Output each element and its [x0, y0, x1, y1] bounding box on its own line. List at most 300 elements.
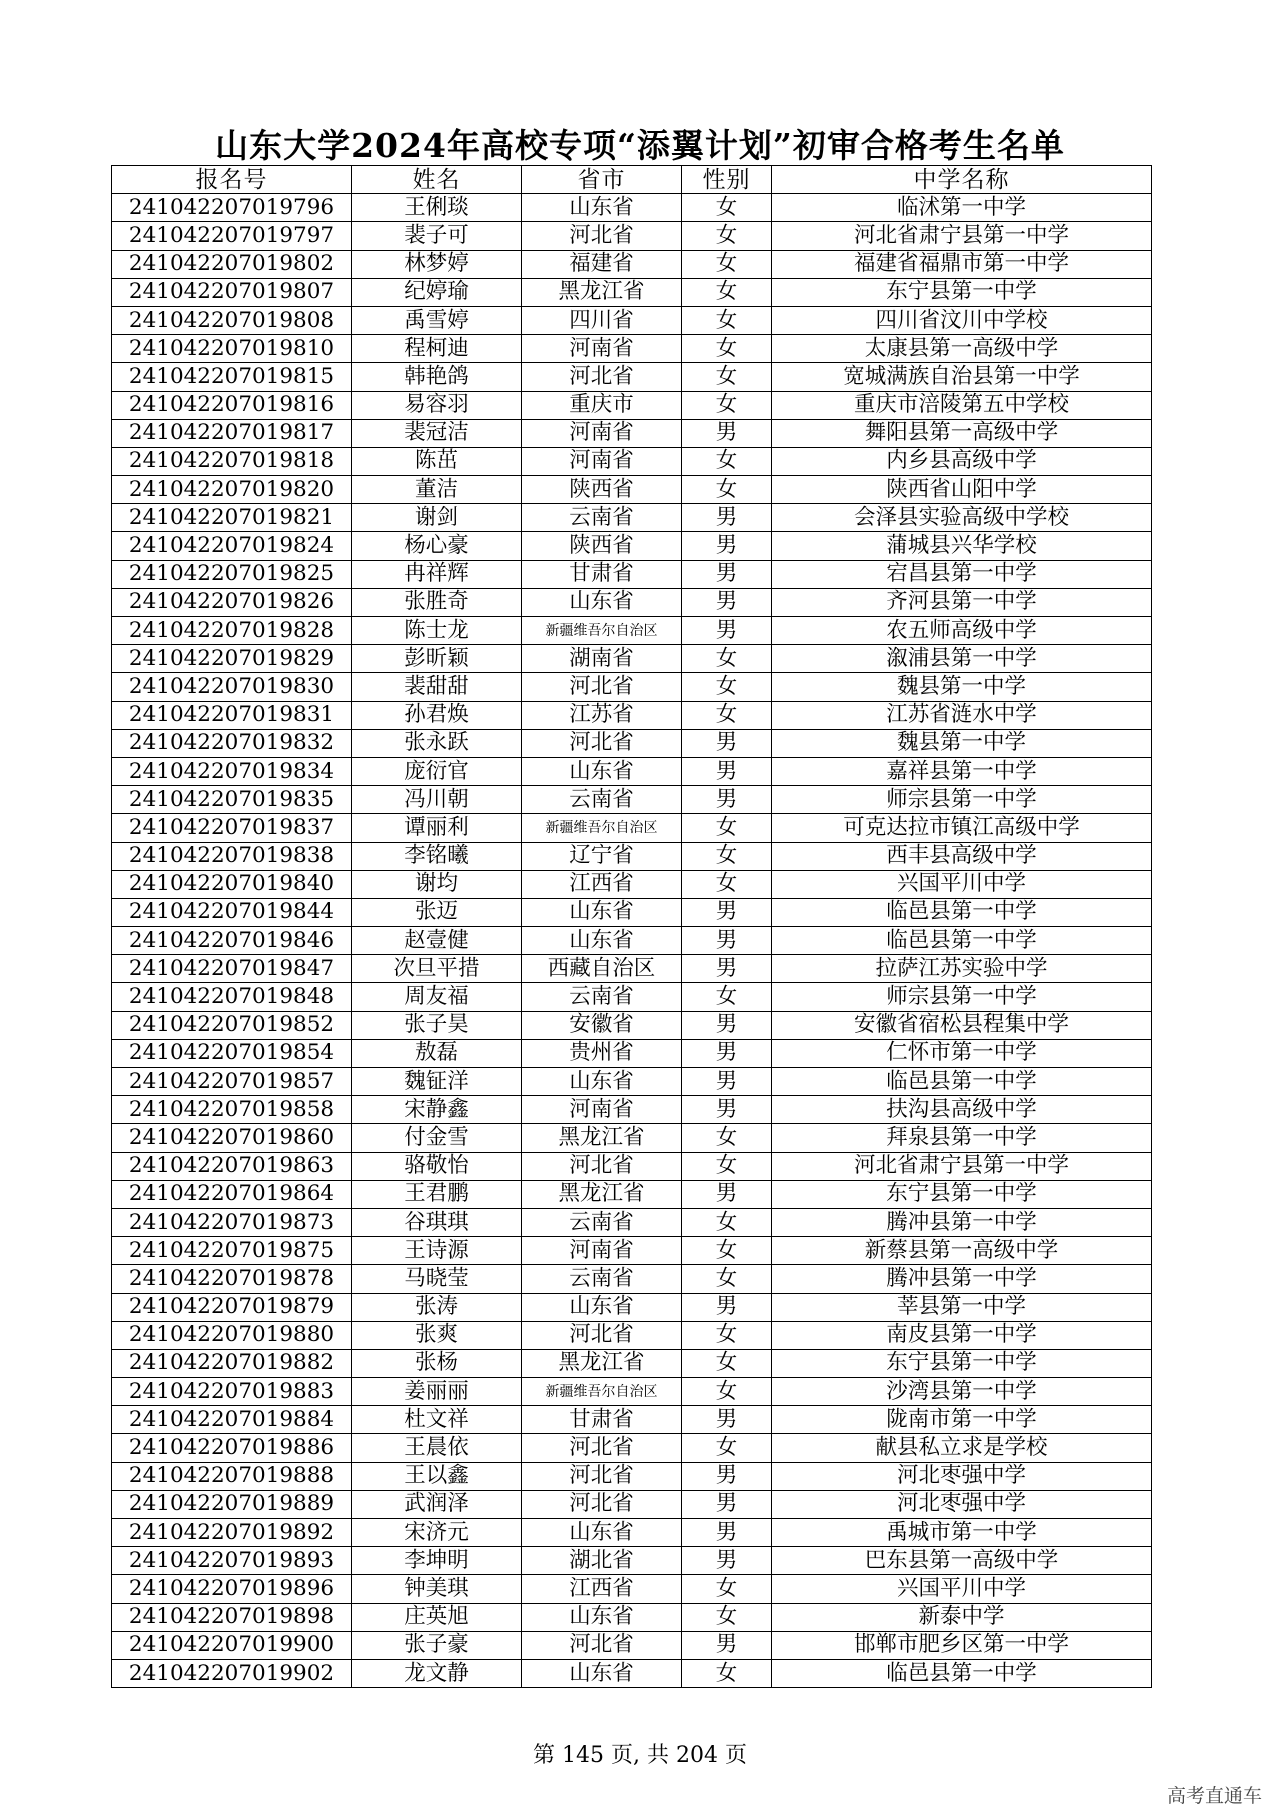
- cell-school: 拜泉县第一中学: [772, 1124, 1152, 1152]
- cell-name: 张爽: [352, 1321, 522, 1349]
- cell-registration-no: 241042207019825: [112, 560, 352, 588]
- cell-registration-no: 241042207019815: [112, 363, 352, 391]
- cell-gender: 女: [682, 278, 772, 306]
- cell-school: 拉萨江苏实验中学: [772, 955, 1152, 983]
- cell-name: 冯川朝: [352, 786, 522, 814]
- cell-registration-no: 241042207019902: [112, 1659, 352, 1687]
- cell-name: 裴子可: [352, 222, 522, 250]
- table-row: [112, 617, 1152, 645]
- column-header-school: 中学名称: [772, 166, 1152, 194]
- cell-province: 云南省: [522, 786, 682, 814]
- cell-registration-no: 241042207019818: [112, 447, 352, 475]
- cell-gender: 男: [682, 532, 772, 560]
- cell-gender: 男: [682, 757, 772, 785]
- cell-registration-no: 241042207019796: [112, 194, 352, 222]
- table-row: [112, 1603, 1152, 1631]
- cell-school: 禹城市第一中学: [772, 1519, 1152, 1547]
- cell-province: 河北省: [522, 1490, 682, 1518]
- table-row: [112, 1011, 1152, 1039]
- cell-gender: 女: [682, 1349, 772, 1377]
- cell-school: 腾冲县第一中学: [772, 1208, 1152, 1236]
- cell-name: 张杨: [352, 1349, 522, 1377]
- cell-province: 河北省: [522, 673, 682, 701]
- table-row: [112, 419, 1152, 447]
- cell-gender: 男: [682, 588, 772, 616]
- cell-name: 陈茁: [352, 447, 522, 475]
- cell-province: 河北省: [522, 1434, 682, 1462]
- cell-gender: 女: [682, 1208, 772, 1236]
- cell-school: 兴国平川中学: [772, 870, 1152, 898]
- cell-province: 山东省: [522, 1659, 682, 1687]
- cell-school: 莘县第一中学: [772, 1293, 1152, 1321]
- cell-gender: 女: [682, 1321, 772, 1349]
- cell-province: 云南省: [522, 1265, 682, 1293]
- cell-gender: 女: [682, 1575, 772, 1603]
- cell-province: 甘肃省: [522, 560, 682, 588]
- cell-school: 溆浦县第一中学: [772, 645, 1152, 673]
- cell-name: 韩艳鸽: [352, 363, 522, 391]
- page-number: 第 145 页, 共 204 页: [533, 1743, 747, 1768]
- cell-name: 杨心豪: [352, 532, 522, 560]
- cell-gender: 男: [682, 617, 772, 645]
- table-row: [112, 447, 1152, 475]
- cell-name: 庄英旭: [352, 1603, 522, 1631]
- cell-province: 河南省: [522, 1096, 682, 1124]
- cell-registration-no: 241042207019888: [112, 1462, 352, 1490]
- cell-gender: 女: [682, 673, 772, 701]
- cell-name: 谢均: [352, 870, 522, 898]
- table-row: [112, 363, 1152, 391]
- table-row: [112, 1208, 1152, 1236]
- cell-registration-no: 241042207019832: [112, 729, 352, 757]
- cell-school: 师宗县第一中学: [772, 786, 1152, 814]
- cell-school: 陕西省山阳中学: [772, 476, 1152, 504]
- cell-school: 师宗县第一中学: [772, 983, 1152, 1011]
- cell-gender: 女: [682, 645, 772, 673]
- cell-gender: 女: [682, 1378, 772, 1406]
- cell-name: 董洁: [352, 476, 522, 504]
- table-row: [112, 1124, 1152, 1152]
- cell-name: 张子豪: [352, 1631, 522, 1659]
- cell-gender: 女: [682, 194, 772, 222]
- cell-gender: 女: [682, 983, 772, 1011]
- cell-province: 山东省: [522, 588, 682, 616]
- table-row: [112, 1434, 1152, 1462]
- cell-province: 山东省: [522, 194, 682, 222]
- cell-registration-no: 241042207019883: [112, 1378, 352, 1406]
- cell-gender: 女: [682, 1265, 772, 1293]
- cell-name: 张子昊: [352, 1011, 522, 1039]
- table-row: [112, 1659, 1152, 1687]
- cell-registration-no: 241042207019898: [112, 1603, 352, 1631]
- table-row: [112, 306, 1152, 334]
- cell-gender: 男: [682, 1039, 772, 1067]
- column-header-province: 省市: [522, 166, 682, 194]
- cell-gender: 男: [682, 786, 772, 814]
- cell-registration-no: 241042207019900: [112, 1631, 352, 1659]
- cell-school: 仁怀市第一中学: [772, 1039, 1152, 1067]
- table-row: [112, 222, 1152, 250]
- cell-province: 重庆市: [522, 391, 682, 419]
- cell-gender: 男: [682, 1096, 772, 1124]
- cell-school: 重庆市涪陵第五中学校: [772, 391, 1152, 419]
- cell-registration-no: 241042207019847: [112, 955, 352, 983]
- cell-gender: 男: [682, 729, 772, 757]
- cell-gender: 男: [682, 504, 772, 532]
- cell-gender: 女: [682, 1603, 772, 1631]
- cell-province: 河南省: [522, 419, 682, 447]
- cell-province: 河北省: [522, 222, 682, 250]
- cell-school: 内乡县高级中学: [772, 447, 1152, 475]
- cell-registration-no: 241042207019892: [112, 1519, 352, 1547]
- cell-gender: 女: [682, 1152, 772, 1180]
- cell-province: 黑龙江省: [522, 278, 682, 306]
- cell-name: 张迈: [352, 898, 522, 926]
- cell-registration-no: 241042207019858: [112, 1096, 352, 1124]
- cell-province: 河北省: [522, 363, 682, 391]
- cell-school: 齐河县第一中学: [772, 588, 1152, 616]
- cell-province: 山东省: [522, 1519, 682, 1547]
- column-header-registration-no: 报名号: [112, 166, 352, 194]
- cell-province: 湖北省: [522, 1547, 682, 1575]
- cell-province: 河南省: [522, 335, 682, 363]
- cell-gender: 男: [682, 927, 772, 955]
- cell-registration-no: 241042207019810: [112, 335, 352, 363]
- cell-registration-no: 241042207019797: [112, 222, 352, 250]
- table-row: [112, 1265, 1152, 1293]
- cell-province: 江西省: [522, 870, 682, 898]
- cell-school: 魏县第一中学: [772, 729, 1152, 757]
- cell-school: 新蔡县第一高级中学: [772, 1237, 1152, 1265]
- cell-name: 付金雪: [352, 1124, 522, 1152]
- table-row: [112, 1406, 1152, 1434]
- cell-registration-no: 241042207019875: [112, 1237, 352, 1265]
- cell-name: 彭昕颖: [352, 645, 522, 673]
- cell-name: 谷琪琪: [352, 1208, 522, 1236]
- cell-registration-no: 241042207019838: [112, 842, 352, 870]
- cell-province: 陕西省: [522, 476, 682, 504]
- cell-school: 临邑县第一中学: [772, 927, 1152, 955]
- cell-name: 李铭曦: [352, 842, 522, 870]
- cell-school: 安徽省宿松县程集中学: [772, 1011, 1152, 1039]
- cell-name: 龙文静: [352, 1659, 522, 1687]
- cell-school: 新泰中学: [772, 1603, 1152, 1631]
- cell-registration-no: 241042207019852: [112, 1011, 352, 1039]
- cell-school: 宕昌县第一中学: [772, 560, 1152, 588]
- cell-registration-no: 241042207019896: [112, 1575, 352, 1603]
- table-row: [112, 814, 1152, 842]
- cell-school: 江苏省涟水中学: [772, 701, 1152, 729]
- cell-province: 黑龙江省: [522, 1349, 682, 1377]
- cell-registration-no: 241042207019857: [112, 1068, 352, 1096]
- cell-registration-no: 241042207019820: [112, 476, 352, 504]
- column-header-name: 姓名: [352, 166, 522, 194]
- cell-gender: 男: [682, 419, 772, 447]
- table-row: [112, 1547, 1152, 1575]
- cell-province: 山东省: [522, 898, 682, 926]
- cell-registration-no: 241042207019817: [112, 419, 352, 447]
- cell-registration-no: 241042207019834: [112, 757, 352, 785]
- column-header-gender: 性别: [682, 166, 772, 194]
- table-row: [112, 532, 1152, 560]
- cell-name: 钟美琪: [352, 1575, 522, 1603]
- table-row: [112, 1068, 1152, 1096]
- cell-gender: 男: [682, 1490, 772, 1518]
- cell-registration-no: 241042207019802: [112, 250, 352, 278]
- cell-gender: 女: [682, 335, 772, 363]
- cell-school: 河北省肃宁县第一中学: [772, 222, 1152, 250]
- cell-registration-no: 241042207019837: [112, 814, 352, 842]
- cell-school: 农五师高级中学: [772, 617, 1152, 645]
- cell-name: 禹雪婷: [352, 306, 522, 334]
- cell-school: 西丰县高级中学: [772, 842, 1152, 870]
- cell-name: 张胜奇: [352, 588, 522, 616]
- table-row: [112, 588, 1152, 616]
- cell-name: 次旦平措: [352, 955, 522, 983]
- cell-name: 冉祥辉: [352, 560, 522, 588]
- cell-registration-no: 241042207019879: [112, 1293, 352, 1321]
- cell-province: 河北省: [522, 1462, 682, 1490]
- cell-gender: 女: [682, 701, 772, 729]
- cell-gender: 男: [682, 1547, 772, 1575]
- cell-name: 张永跃: [352, 729, 522, 757]
- cell-registration-no: 241042207019830: [112, 673, 352, 701]
- cell-province: 山东省: [522, 1068, 682, 1096]
- table-row: [112, 391, 1152, 419]
- cell-name: 杜文祥: [352, 1406, 522, 1434]
- cell-name: 纪婷瑜: [352, 278, 522, 306]
- cell-registration-no: 241042207019886: [112, 1434, 352, 1462]
- cell-name: 陈士龙: [352, 617, 522, 645]
- cell-province: 云南省: [522, 1208, 682, 1236]
- cell-gender: 女: [682, 306, 772, 334]
- cell-name: 周友福: [352, 983, 522, 1011]
- table-row: [112, 1519, 1152, 1547]
- cell-gender: 女: [682, 1237, 772, 1265]
- cell-gender: 女: [682, 1659, 772, 1687]
- cell-name: 王晨依: [352, 1434, 522, 1462]
- cell-school: 河北枣强中学: [772, 1490, 1152, 1518]
- cell-province: 新疆维吾尔自治区: [522, 617, 682, 645]
- cell-province: 河北省: [522, 729, 682, 757]
- cell-gender: 女: [682, 476, 772, 504]
- cell-registration-no: 241042207019846: [112, 927, 352, 955]
- table-header-row: [112, 166, 1152, 194]
- cell-school: 临沭第一中学: [772, 194, 1152, 222]
- cell-gender: 女: [682, 447, 772, 475]
- cell-province: 江西省: [522, 1575, 682, 1603]
- table-row: [112, 1152, 1152, 1180]
- cell-registration-no: 241042207019889: [112, 1490, 352, 1518]
- table-row: [112, 983, 1152, 1011]
- cell-registration-no: 241042207019878: [112, 1265, 352, 1293]
- cell-province: 河北省: [522, 1631, 682, 1659]
- cell-name: 魏钲洋: [352, 1068, 522, 1096]
- cell-province: 山东省: [522, 1603, 682, 1631]
- cell-name: 王诗源: [352, 1237, 522, 1265]
- table-row: [112, 927, 1152, 955]
- cell-registration-no: 241042207019816: [112, 391, 352, 419]
- cell-school: 东宁县第一中学: [772, 1180, 1152, 1208]
- cell-province: 甘肃省: [522, 1406, 682, 1434]
- cell-registration-no: 241042207019807: [112, 278, 352, 306]
- table-row: [112, 1237, 1152, 1265]
- cell-school: 临邑县第一中学: [772, 1659, 1152, 1687]
- cell-gender: 男: [682, 1011, 772, 1039]
- cell-name: 武润泽: [352, 1490, 522, 1518]
- cell-name: 林梦婷: [352, 250, 522, 278]
- cell-registration-no: 241042207019864: [112, 1180, 352, 1208]
- cell-school: 四川省汶川中学校: [772, 306, 1152, 334]
- table-row: [112, 1631, 1152, 1659]
- cell-province: 山东省: [522, 757, 682, 785]
- cell-gender: 男: [682, 1462, 772, 1490]
- table-row: [112, 786, 1152, 814]
- cell-province: 山东省: [522, 927, 682, 955]
- cell-school: 福建省福鼎市第一中学: [772, 250, 1152, 278]
- cell-registration-no: 241042207019854: [112, 1039, 352, 1067]
- table-row: [112, 1462, 1152, 1490]
- cell-name: 宋静鑫: [352, 1096, 522, 1124]
- cell-school: 邯郸市肥乡区第一中学: [772, 1631, 1152, 1659]
- cell-name: 马晓莹: [352, 1265, 522, 1293]
- cell-school: 腾冲县第一中学: [772, 1265, 1152, 1293]
- cell-gender: 女: [682, 1124, 772, 1152]
- cell-gender: 女: [682, 391, 772, 419]
- cell-registration-no: 241042207019826: [112, 588, 352, 616]
- cell-province: 四川省: [522, 306, 682, 334]
- cell-school: 舞阳县第一高级中学: [772, 419, 1152, 447]
- cell-school: 献县私立求是学校: [772, 1434, 1152, 1462]
- table-row: [112, 842, 1152, 870]
- table-row: [112, 701, 1152, 729]
- table-row: [112, 194, 1152, 222]
- table-row: [112, 955, 1152, 983]
- table-row: [112, 278, 1152, 306]
- document-title: 山东大学2024年高校专项“添翼计划”初审合格考生名单: [215, 126, 1065, 165]
- table-row: [112, 1293, 1152, 1321]
- cell-gender: 女: [682, 1434, 772, 1462]
- cell-gender: 男: [682, 1068, 772, 1096]
- cell-province: 江苏省: [522, 701, 682, 729]
- cell-gender: 男: [682, 1631, 772, 1659]
- cell-registration-no: 241042207019829: [112, 645, 352, 673]
- cell-name: 谢剑: [352, 504, 522, 532]
- cell-school: 南皮县第一中学: [772, 1321, 1152, 1349]
- cell-registration-no: 241042207019808: [112, 306, 352, 334]
- cell-province: 河北省: [522, 1152, 682, 1180]
- cell-registration-no: 241042207019860: [112, 1124, 352, 1152]
- watermark-text: 高考直通车: [1166, 1785, 1262, 1807]
- cell-province: 山东省: [522, 1293, 682, 1321]
- cell-name: 张涛: [352, 1293, 522, 1321]
- cell-registration-no: 241042207019880: [112, 1321, 352, 1349]
- cell-school: 陇南市第一中学: [772, 1406, 1152, 1434]
- cell-school: 河北省肃宁县第一中学: [772, 1152, 1152, 1180]
- table-body: [112, 194, 1152, 1688]
- cell-school: 临邑县第一中学: [772, 1068, 1152, 1096]
- cell-school: 东宁县第一中学: [772, 1349, 1152, 1377]
- cell-name: 王君鹏: [352, 1180, 522, 1208]
- cell-province: 云南省: [522, 504, 682, 532]
- cell-registration-no: 241042207019848: [112, 983, 352, 1011]
- cell-name: 王以鑫: [352, 1462, 522, 1490]
- cell-province: 西藏自治区: [522, 955, 682, 983]
- cell-gender: 女: [682, 250, 772, 278]
- cell-gender: 女: [682, 842, 772, 870]
- cell-province: 新疆维吾尔自治区: [522, 1378, 682, 1406]
- table-row: [112, 1180, 1152, 1208]
- cell-school: 太康县第一高级中学: [772, 335, 1152, 363]
- cell-name: 裴冠洁: [352, 419, 522, 447]
- table-row: [112, 1349, 1152, 1377]
- cell-gender: 男: [682, 1180, 772, 1208]
- cell-school: 河北枣强中学: [772, 1462, 1152, 1490]
- table-row: [112, 757, 1152, 785]
- table-row: [112, 1575, 1152, 1603]
- cell-gender: 男: [682, 560, 772, 588]
- table-row: [112, 645, 1152, 673]
- cell-registration-no: 241042207019821: [112, 504, 352, 532]
- cell-school: 沙湾县第一中学: [772, 1378, 1152, 1406]
- cell-name: 李坤明: [352, 1547, 522, 1575]
- cell-name: 王俐琰: [352, 194, 522, 222]
- cell-school: 扶沟县高级中学: [772, 1096, 1152, 1124]
- cell-province: 河南省: [522, 1237, 682, 1265]
- cell-school: 巴东县第一高级中学: [772, 1547, 1152, 1575]
- table-row: [112, 870, 1152, 898]
- table-row: [112, 504, 1152, 532]
- cell-school: 会泽县实验高级中学校: [772, 504, 1152, 532]
- cell-name: 孙君焕: [352, 701, 522, 729]
- cell-gender: 女: [682, 363, 772, 391]
- cell-name: 宋济元: [352, 1519, 522, 1547]
- cell-school: 宽城满族自治县第一中学: [772, 363, 1152, 391]
- cell-registration-no: 241042207019831: [112, 701, 352, 729]
- cell-registration-no: 241042207019828: [112, 617, 352, 645]
- cell-school: 嘉祥县第一中学: [772, 757, 1152, 785]
- cell-name: 易容羽: [352, 391, 522, 419]
- cell-province: 湖南省: [522, 645, 682, 673]
- cell-registration-no: 241042207019893: [112, 1547, 352, 1575]
- cell-name: 谭丽利: [352, 814, 522, 842]
- cell-gender: 男: [682, 1293, 772, 1321]
- cell-province: 新疆维吾尔自治区: [522, 814, 682, 842]
- cell-province: 黑龙江省: [522, 1124, 682, 1152]
- cell-name: 姜丽丽: [352, 1378, 522, 1406]
- table-row: [112, 673, 1152, 701]
- cell-gender: 女: [682, 814, 772, 842]
- table-row: [112, 898, 1152, 926]
- cell-school: 兴国平川中学: [772, 1575, 1152, 1603]
- cell-name: 程柯迪: [352, 335, 522, 363]
- cell-province: 安徽省: [522, 1011, 682, 1039]
- table-row: [112, 560, 1152, 588]
- cell-name: 赵壹健: [352, 927, 522, 955]
- cell-name: 敖磊: [352, 1039, 522, 1067]
- table-row: [112, 1096, 1152, 1124]
- cell-school: 蒲城县兴华学校: [772, 532, 1152, 560]
- cell-province: 河北省: [522, 1321, 682, 1349]
- cell-province: 福建省: [522, 250, 682, 278]
- cell-registration-no: 241042207019824: [112, 532, 352, 560]
- cell-school: 可克达拉市镇江高级中学: [772, 814, 1152, 842]
- cell-registration-no: 241042207019844: [112, 898, 352, 926]
- table-row: [112, 250, 1152, 278]
- table-row: [112, 335, 1152, 363]
- table-row: [112, 1039, 1152, 1067]
- cell-province: 贵州省: [522, 1039, 682, 1067]
